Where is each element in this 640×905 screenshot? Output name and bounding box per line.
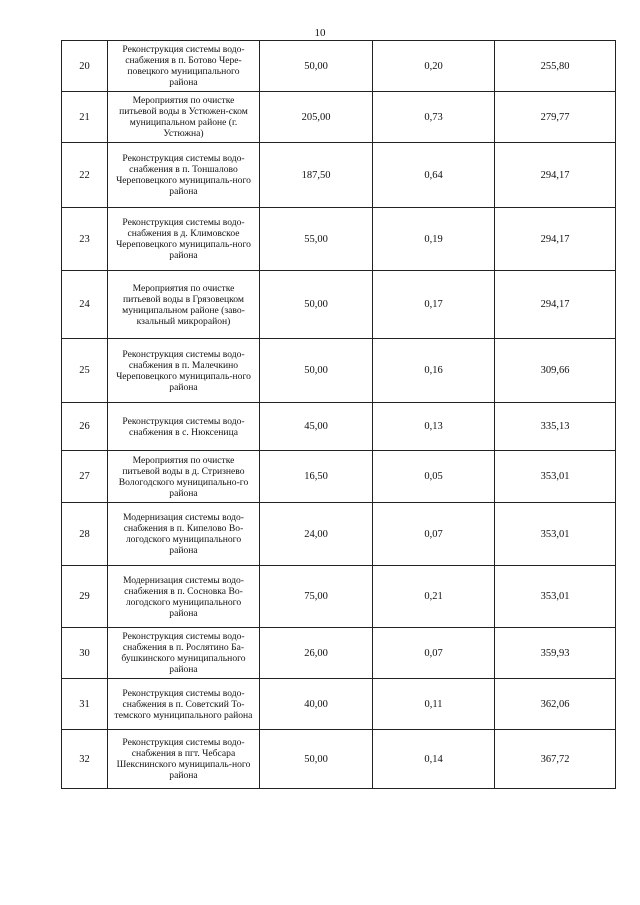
value-cost: 55,00 (260, 208, 373, 271)
project-name: Реконструкция системы водо-снабжения в п. Рослятино Ба-бушкинского муниципального района (108, 628, 260, 679)
row-number: 25 (62, 339, 108, 403)
table-row (62, 143, 616, 208)
value-total: 353,01 (495, 451, 616, 503)
row-number: 21 (62, 92, 108, 143)
project-name: Мероприятия по очистке питьевой воды в Устюжен-ском муниципальном районе (г. Устюжна) (108, 92, 260, 143)
data-table (61, 40, 616, 789)
project-name: Модернизация системы водо-снабжения в п. Кипелово Во-логодского муниципального района (108, 503, 260, 566)
value-cost: 24,00 (260, 503, 373, 566)
table-row (62, 730, 616, 789)
row-number: 20 (62, 41, 108, 92)
row-number: 30 (62, 628, 108, 679)
value-cost: 50,00 (260, 271, 373, 339)
project-name: Модернизация системы водо-снабжения в п. Сосновка Во-логодского муниципального района (108, 566, 260, 628)
table-row (62, 339, 616, 403)
value-cost: 16,50 (260, 451, 373, 503)
table-row (62, 271, 616, 339)
value-ratio: 0,11 (373, 679, 495, 730)
row-number: 32 (62, 730, 108, 789)
value-total: 309,66 (495, 339, 616, 403)
value-total: 359,93 (495, 628, 616, 679)
value-cost: 50,00 (260, 730, 373, 789)
value-total: 294,17 (495, 143, 616, 208)
row-number: 24 (62, 271, 108, 339)
table-row (62, 451, 616, 503)
value-total: 362,06 (495, 679, 616, 730)
project-name: Мероприятия по очистке питьевой воды в д. Стризнево Вологодского муниципально-го района (108, 451, 260, 503)
row-number: 31 (62, 679, 108, 730)
value-ratio: 0,07 (373, 503, 495, 566)
value-cost: 50,00 (260, 41, 373, 92)
value-ratio: 0,73 (373, 92, 495, 143)
table-row (62, 403, 616, 451)
value-total: 353,01 (495, 566, 616, 628)
value-total: 294,17 (495, 271, 616, 339)
value-ratio: 0,16 (373, 339, 495, 403)
value-total: 353,01 (495, 503, 616, 566)
row-number: 29 (62, 566, 108, 628)
project-name: Реконструкция системы водо-снабжения в п. Малечкино Череповецкого муниципаль-ного района (108, 339, 260, 403)
value-ratio: 0,19 (373, 208, 495, 271)
table-row (62, 566, 616, 628)
value-ratio: 0,17 (373, 271, 495, 339)
table-row (62, 41, 616, 92)
value-total: 279,77 (495, 92, 616, 143)
value-ratio: 0,05 (373, 451, 495, 503)
table-row (62, 503, 616, 566)
value-cost: 75,00 (260, 566, 373, 628)
project-name: Реконструкция системы водо-снабжения в пгт. Чебсара Шекснинского муниципаль-ного района (108, 730, 260, 789)
row-number: 28 (62, 503, 108, 566)
value-total: 367,72 (495, 730, 616, 789)
value-ratio: 0,20 (373, 41, 495, 92)
value-cost: 187,50 (260, 143, 373, 208)
project-name: Реконструкция системы водо-снабжения в с. Нюксеница (108, 403, 260, 451)
project-name: Реконструкция системы водо-снабжения в п. Ботово Чере-повецкого муниципального района (108, 41, 260, 92)
value-ratio: 0,64 (373, 143, 495, 208)
project-name: Реконструкция системы водо-снабжения в п. Тоншалово Череповецкого муниципаль-ного района (108, 143, 260, 208)
value-ratio: 0,14 (373, 730, 495, 789)
row-number: 22 (62, 143, 108, 208)
table-row (62, 679, 616, 730)
row-number: 27 (62, 451, 108, 503)
value-total: 335,13 (495, 403, 616, 451)
value-ratio: 0,21 (373, 566, 495, 628)
project-name: Мероприятия по очистке питьевой воды в Грязовецком муниципальном районе (заво-кзальный микрорайон) (108, 271, 260, 339)
value-ratio: 0,13 (373, 403, 495, 451)
project-name: Реконструкция системы водо-снабжения в п. Советский То-темского муниципального района (108, 679, 260, 730)
row-number: 26 (62, 403, 108, 451)
table-row (62, 628, 616, 679)
value-cost: 50,00 (260, 339, 373, 403)
value-cost: 205,00 (260, 92, 373, 143)
value-cost: 45,00 (260, 403, 373, 451)
table-row (62, 208, 616, 271)
project-name: Реконструкция системы водо-снабжения в д. Климовское Череповецкого муниципаль-ного района (108, 208, 260, 271)
value-cost: 40,00 (260, 679, 373, 730)
value-total: 294,17 (495, 208, 616, 271)
value-ratio: 0,07 (373, 628, 495, 679)
value-cost: 26,00 (260, 628, 373, 679)
value-total: 255,80 (495, 41, 616, 92)
page-number: 10 (314, 27, 326, 39)
table-row (62, 92, 616, 143)
row-number: 23 (62, 208, 108, 271)
